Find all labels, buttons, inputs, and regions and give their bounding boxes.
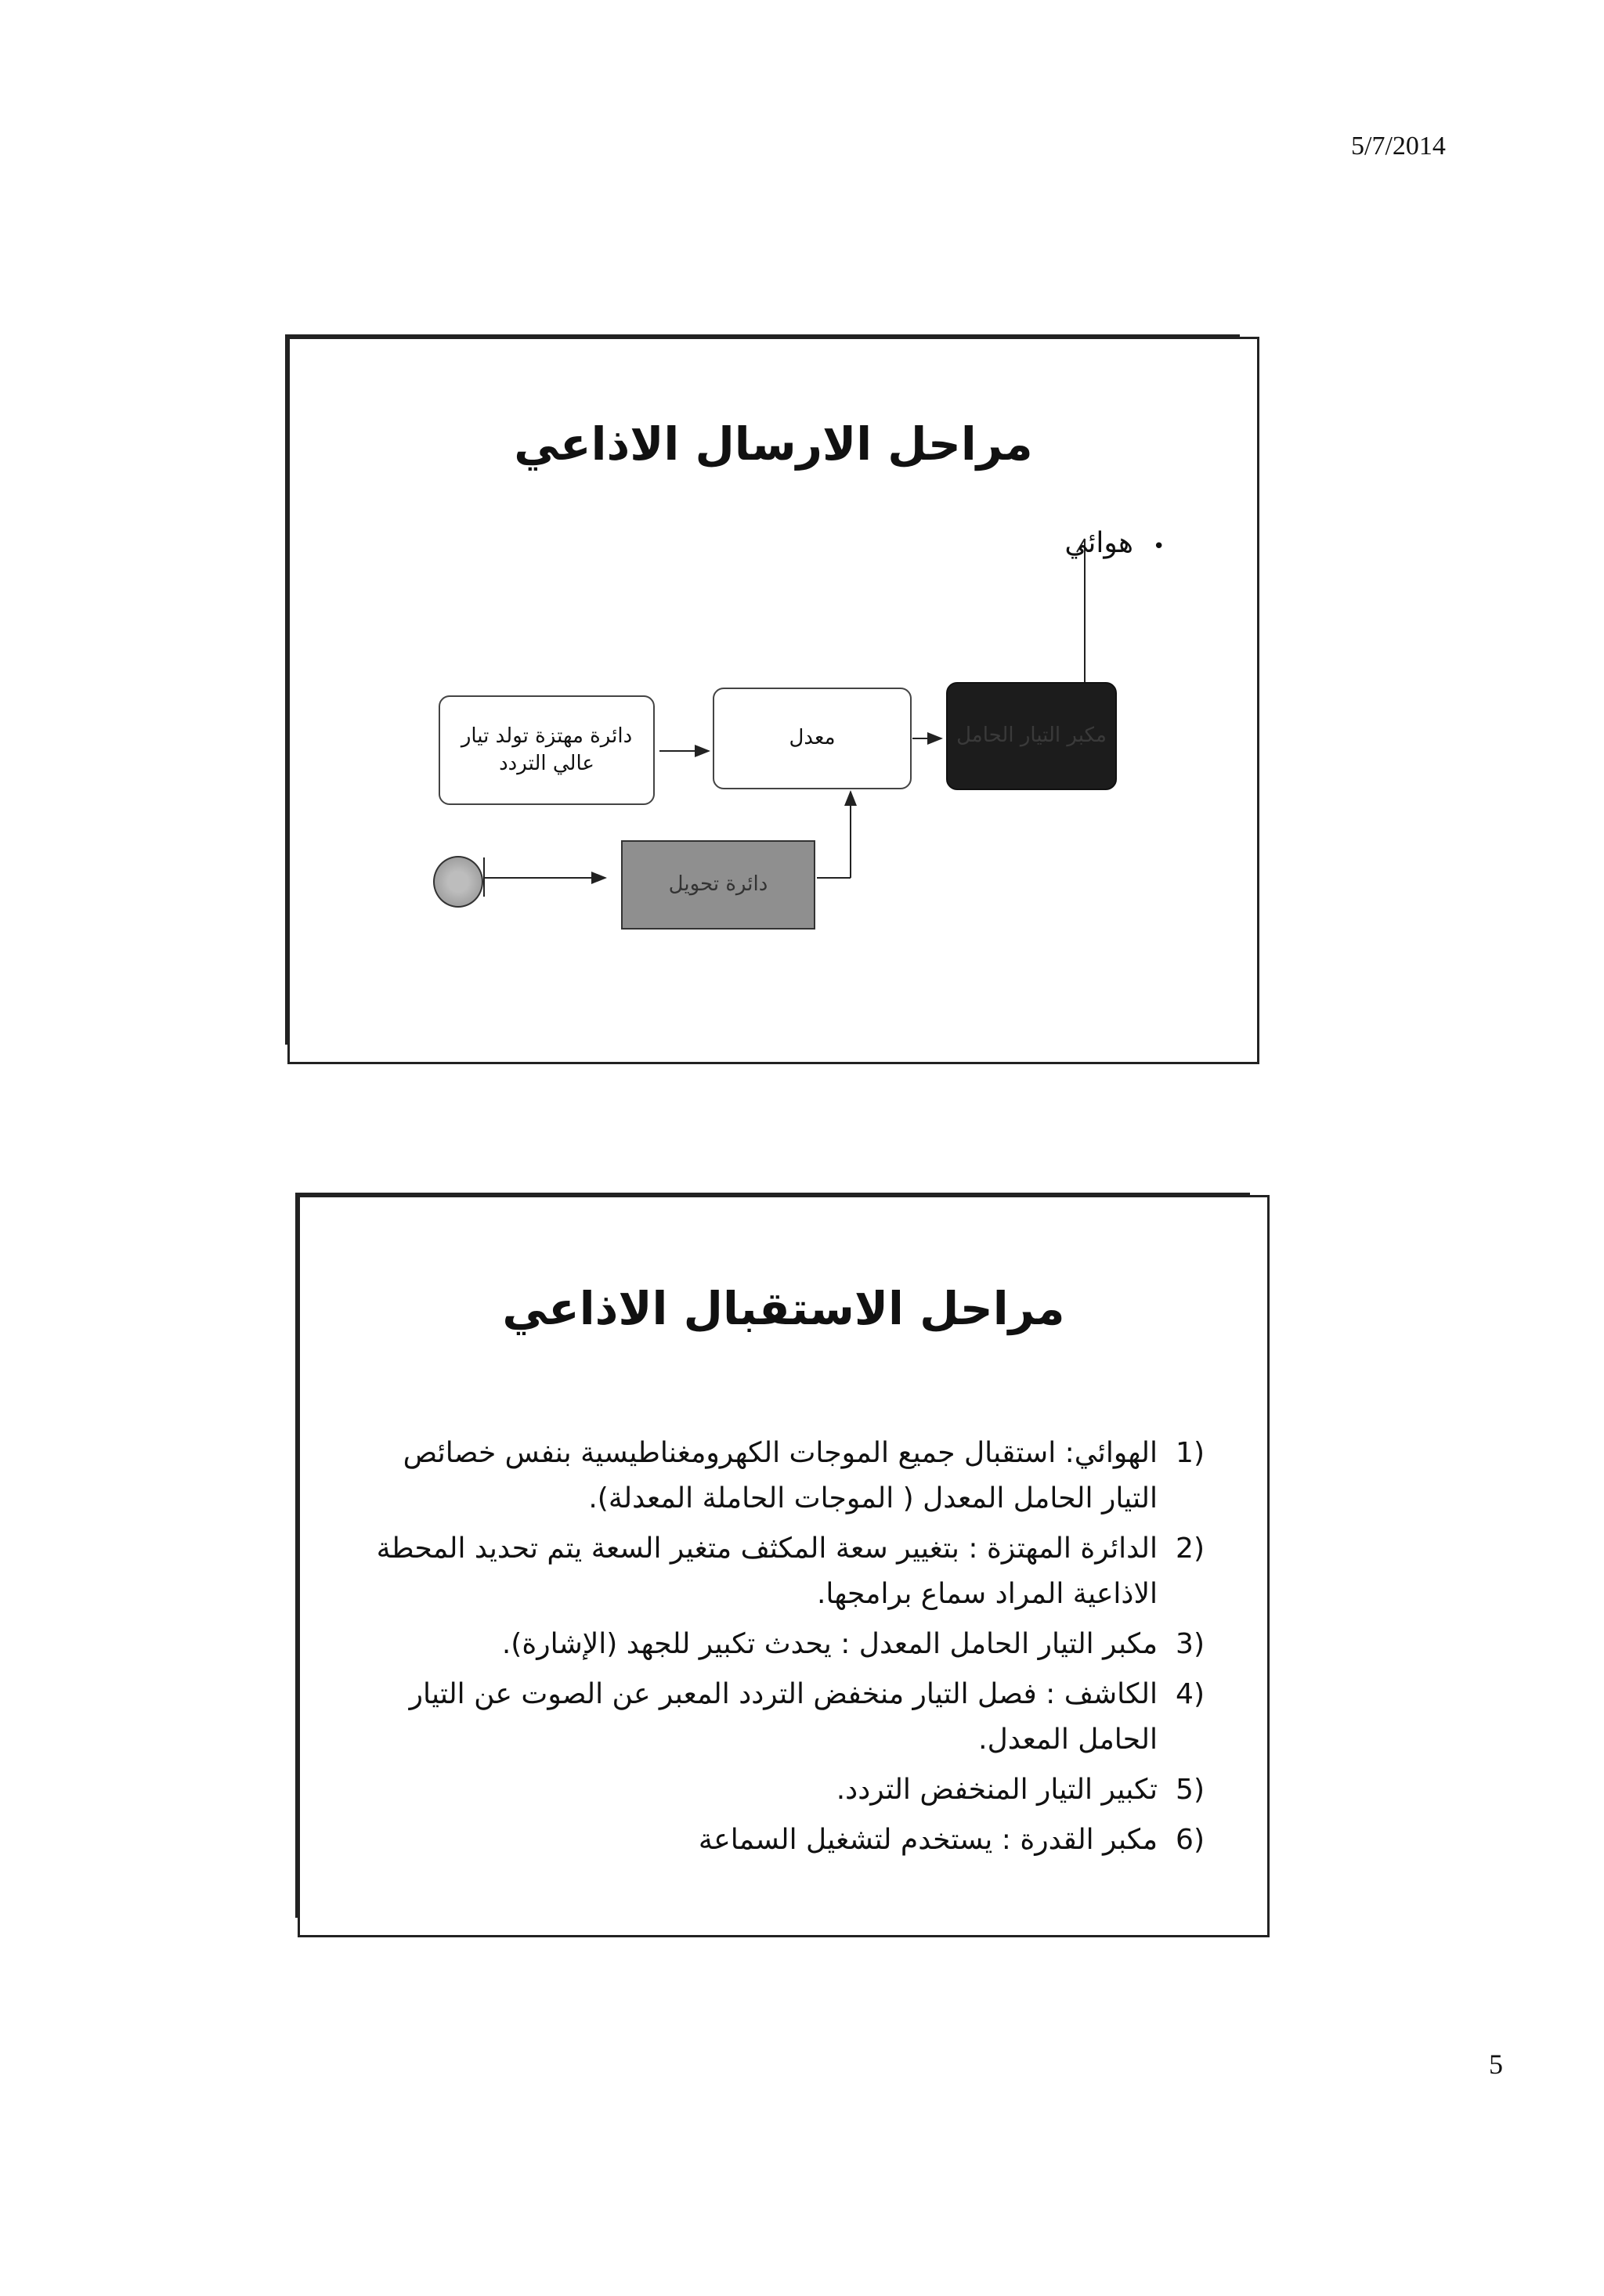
list-item	[374, 1672, 1205, 1763]
item-number: (6	[1176, 1824, 1205, 1856]
slide-transmission	[287, 337, 1259, 1064]
page-date: 5/7/2014	[1351, 132, 1446, 161]
reception-stages-list	[374, 1431, 1205, 1868]
item-text: الكاشف : فصل التيار منخفض التردد المعبر عن الصوت عن التيار الحامل المعدل.	[409, 1678, 1158, 1756]
antenna-label: هوائي	[1064, 527, 1133, 559]
list-item	[374, 1431, 1205, 1522]
slide-title: مراحل الارسال الاذاعي	[514, 417, 1033, 471]
microphone-icon	[433, 856, 483, 908]
item-text: تكبير التيار المنخفض التردد.	[836, 1774, 1158, 1806]
item-text: الهوائي: استقبال جميع الموجات الكهرومغناطيسية بنفس خصائص التيار الحامل المعدل ( الموجات الحاملة المعدلة).	[403, 1437, 1158, 1514]
list-item	[374, 1526, 1205, 1617]
bullet-icon: •	[1153, 535, 1165, 558]
item-text: الدائرة المهتزة : بتغيير سعة المكثف متغير السعة يتم تحديد المحطة الاذاعية المراد سماع برامجها.	[376, 1532, 1158, 1610]
item-text: مكبر التيار الحامل المعدل : يحدث تكبير للجهد (الإشارة).	[501, 1628, 1158, 1660]
modulator-block: معدل	[713, 688, 912, 789]
item-number: (1	[1176, 1437, 1205, 1469]
page-number: 5	[1489, 2049, 1503, 2080]
item-number: (3	[1176, 1628, 1205, 1660]
slide-reception	[298, 1195, 1270, 1937]
oscillator-block: دائرة مهتزة تولد تيار عالي التردد	[439, 695, 655, 805]
list-item	[374, 1818, 1205, 1863]
item-number: (5	[1176, 1774, 1205, 1806]
item-number: (2	[1176, 1532, 1205, 1565]
slide-title: مراحل الاستقبال الاذاعي	[502, 1282, 1065, 1335]
item-text: مكبر القدرة : يستخدم لتشغيل السماعة	[698, 1824, 1158, 1856]
item-number: (4	[1176, 1678, 1205, 1710]
list-item	[374, 1622, 1205, 1667]
list-item	[374, 1767, 1205, 1813]
converter-block: دائرة تحويل	[621, 840, 815, 930]
amplifier-block: مكبر التيار الحامل	[946, 682, 1117, 790]
